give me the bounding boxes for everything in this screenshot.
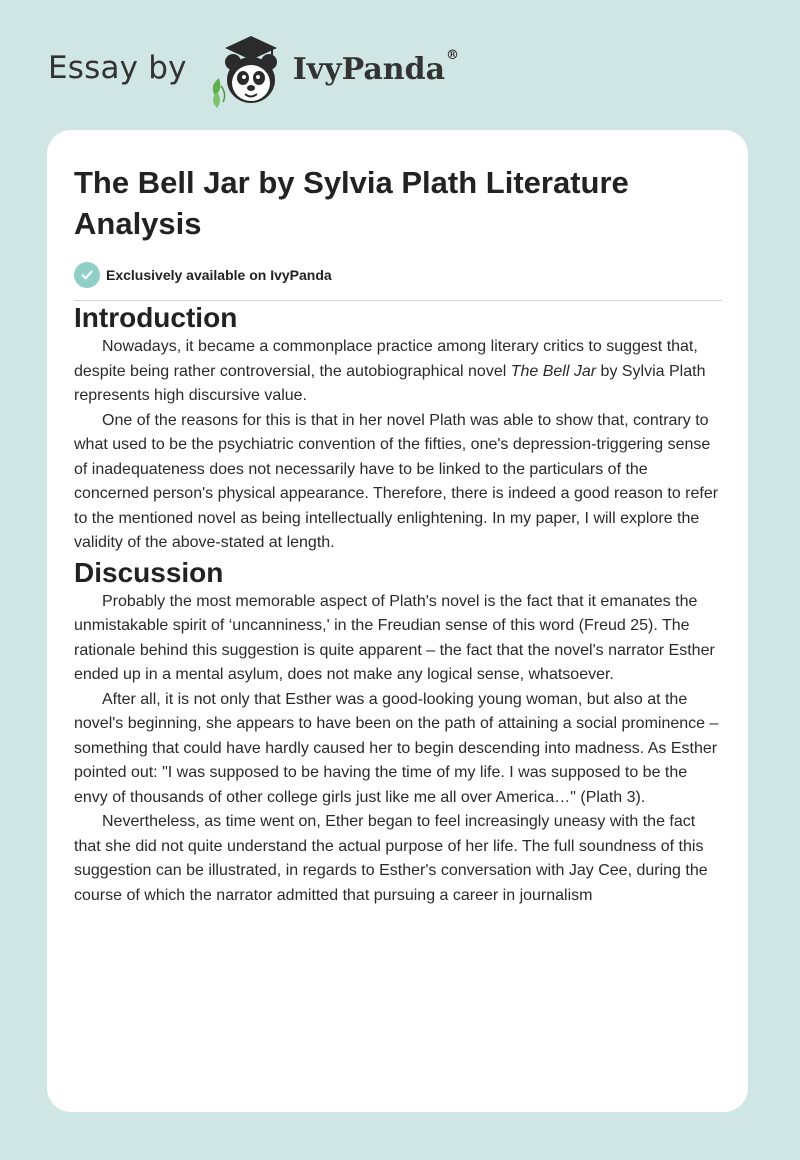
site-header bbox=[48, 30, 459, 110]
registered-mark: ® bbox=[446, 47, 460, 63]
brand-name[interactable]: IvyPanda® bbox=[292, 47, 460, 87]
panda-graduate-icon[interactable] bbox=[205, 30, 297, 110]
section-heading-introduction: Introduction bbox=[74, 302, 238, 333]
check-circle-icon bbox=[74, 262, 100, 288]
paragraph: Nowadays, it became a commonplace practice among literary critics to suggest that, despite being rather controversial, the autobiographical novel The Bell Jar by Sylvia Plath represents high discursive value. bbox=[74, 338, 706, 404]
paragraph: Probably the most memorable aspect of Plath's novel is the fact that it emanates the unmistakable spirit of ‘uncanniness,' in the Freudian sense of this word (Freud 25). The rationale behind this suggestion is quite apparent – the fact that the novel's narrator Esther ended up in a mental asylum, does not make any logical sense, whatsoever. bbox=[74, 592, 715, 683]
paragraph: Nevertheless, as time went on, Ether began to feel increasingly uneasy with the fact that she did not quite understand the actual purpose of her life. The full soundness of this suggestion can be illustrated, in regards to Esther's conversation with Jay Cee, during the course of which the narrator admitted that pursuing a career in journalism bbox=[74, 813, 708, 904]
paragraph: One of the reasons for this is that in her novel Plath was able to show that, contrary to what used to be the psychiatric convention of the fifties, one's depression-triggering sense of inadequateness does not necessarily have to be linked to the particulars of the concerned person's physical appearance. Therefore, there is indeed a good reason to refer to the mentioned novel as being intellectually enlightening. In my paper, I will explore the validity of the above-stated at length. bbox=[74, 411, 719, 551]
essay-title: The Bell Jar by Sylvia Plath Literature Analysis bbox=[74, 165, 629, 241]
exclusive-label: Exclusively available on IvyPanda bbox=[106, 267, 332, 283]
essay-by-label: Essay by bbox=[48, 50, 187, 86]
exclusive-badge bbox=[74, 262, 722, 288]
book-title: The Bell Jar bbox=[510, 362, 597, 380]
section-heading-discussion: Discussion bbox=[74, 556, 224, 588]
essay-content bbox=[74, 162, 722, 908]
paragraph: After all, it is not only that Esther was a good-looking young woman, but also at the novel's beginning, she appears to have been on the path of attaining a social prominence – something that could have hardly caused her to begin descending into madness. As Esther pointed out: "I was supposed to be having the time of my life. I was supposed to be the envy of thousands of other college girls just like me all over America…" (Plath 3). bbox=[74, 690, 719, 806]
essay-card bbox=[47, 130, 748, 1112]
